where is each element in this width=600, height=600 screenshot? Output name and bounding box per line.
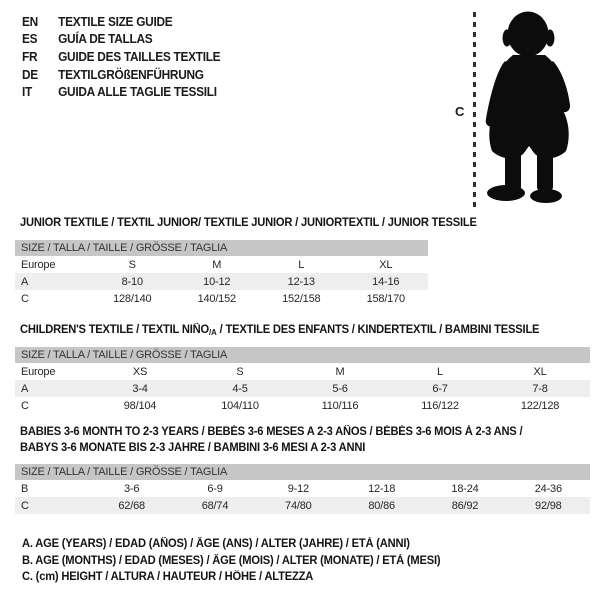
language-row-fr xyxy=(22,48,220,66)
table-row-age-years xyxy=(15,380,590,397)
language-label: GUÍA DE TALLAS xyxy=(58,32,153,47)
table-row-europe xyxy=(15,256,428,273)
height-dashed-line xyxy=(473,12,476,208)
cell: 8-10 xyxy=(90,273,175,290)
cell: 122/128 xyxy=(520,399,560,412)
cell: 5-6 xyxy=(290,380,390,397)
children-size-table xyxy=(15,347,590,414)
row-label: C xyxy=(21,292,29,305)
cell: XL xyxy=(379,258,393,271)
table-row-height xyxy=(15,397,590,414)
language-code: FR xyxy=(22,49,38,64)
row-label: C xyxy=(15,497,90,514)
language-label: GUIDA ALLE TAGLIE TESSILI xyxy=(58,85,217,100)
cell: 68/74 xyxy=(173,497,256,514)
row-label: B xyxy=(21,482,29,495)
cell: M xyxy=(335,365,345,378)
cell: 62/68 xyxy=(90,497,173,514)
language-code: EN xyxy=(22,14,38,29)
language-code: IT xyxy=(22,85,32,100)
cell: 3-6 xyxy=(124,482,140,495)
silhouette-leg-right xyxy=(537,149,553,192)
language-row-es xyxy=(22,31,220,49)
cell: 74/80 xyxy=(257,497,340,514)
cell: M xyxy=(212,258,222,271)
children-title-post: / TEXTILE DES ENFANTS / KINDERTEXTIL / BAMBINI TESSILE xyxy=(216,324,540,336)
language-code: DE xyxy=(22,67,38,82)
cell: XL xyxy=(533,365,547,378)
language-row-de xyxy=(22,66,220,84)
table-row-age-months xyxy=(15,480,590,497)
size-header-bar: SIZE / TALLA / TAILLE / GRÖSSE / TAGLIA xyxy=(15,464,590,480)
table-row-europe xyxy=(15,363,590,380)
cell: L xyxy=(437,365,443,378)
cell: 12-13 xyxy=(259,273,344,290)
row-label: C xyxy=(21,399,29,412)
silhouette-foot-left xyxy=(487,185,525,201)
height-measure-label: C xyxy=(455,104,465,119)
table-row-height xyxy=(15,497,590,514)
cell: 4-5 xyxy=(190,380,290,397)
junior-table-title: JUNIOR TEXTILE / TEXTIL JUNIOR/ TEXTILE JUNIOR / JUNIORTEXTIL / JUNIOR TESSILE xyxy=(20,217,477,229)
children-title-subscript: /A xyxy=(208,328,217,337)
silhouette-shorts xyxy=(489,107,568,158)
cell: 110/116 xyxy=(321,399,359,412)
language-row-en xyxy=(22,13,220,31)
cell: S xyxy=(128,258,136,271)
cell: L xyxy=(298,258,305,271)
silhouette-head xyxy=(508,12,549,57)
language-label: TEXTILE SIZE GUIDE xyxy=(58,14,173,29)
toddler-silhouette-icon xyxy=(483,9,575,207)
cell: S xyxy=(236,365,244,378)
cell: 104/110 xyxy=(221,399,259,412)
row-label: A xyxy=(15,380,90,397)
row-label: Europe xyxy=(21,258,56,271)
children-table-title xyxy=(20,323,539,341)
size-header-bar: SIZE / TALLA / TAILLE / GRÖSSE / TAGLIA xyxy=(15,347,590,363)
cell: 158/170 xyxy=(366,292,405,305)
cell: 7-8 xyxy=(490,380,590,397)
language-code: ES xyxy=(22,32,38,47)
cell: 18-24 xyxy=(451,482,479,495)
cell: 92/98 xyxy=(507,497,590,514)
cell: 98/104 xyxy=(123,399,157,412)
legend xyxy=(22,536,453,586)
cell: 6-7 xyxy=(390,380,490,397)
cell: 10-12 xyxy=(175,273,260,290)
language-list xyxy=(22,13,231,101)
legend-height: C. (cm) HEIGHT / ALTURA / HAUTEUR / HÖHE / ALTEZZA xyxy=(22,571,314,583)
size-header-bar: SIZE / TALLA / TAILLE / GRÖSSE / TAGLIA xyxy=(15,240,428,256)
silhouette-foot-right xyxy=(530,189,562,203)
table-row-height xyxy=(15,290,428,307)
cell: XS xyxy=(132,365,148,378)
row-label: Europe xyxy=(21,365,56,378)
cell: 24-36 xyxy=(534,482,562,495)
row-label: A xyxy=(15,273,90,290)
legend-age-months: B. AGE (MONTHS) / EDAD (MESES) / ÂGE (MOIS) / ALTER (MONATE) / ETÀ (MESI) xyxy=(22,554,441,567)
junior-size-table xyxy=(15,240,428,307)
language-label: GUIDE DES TAILLES TEXTILE xyxy=(58,49,221,64)
table-row-age-years xyxy=(15,273,428,290)
cell: 9-12 xyxy=(287,482,309,495)
babies-table-title: BABIES 3-6 MONTH TO 2-3 YEARS / BEBÉS 3-6 MESES A 2-3 AÑOS / BÉBÉS 3-6 MOIS À 2-3 ANS / BABYS 3-6 MONATE BIS 2-3 JAHRE / BAMBINI 3-6 MESI A 2-3 ANNI xyxy=(20,426,523,454)
language-label: TEXTILGRÖßENFÜHRUNG xyxy=(58,67,204,82)
cell: 14-16 xyxy=(344,273,429,290)
cell: 116/122 xyxy=(421,399,459,412)
cell: 128/140 xyxy=(113,292,152,305)
cell: 86/92 xyxy=(423,497,506,514)
babies-size-table xyxy=(15,464,590,514)
cell: 3-4 xyxy=(90,380,190,397)
cell: 152/158 xyxy=(282,292,321,305)
cell: 80/86 xyxy=(340,497,423,514)
language-row-it xyxy=(22,83,220,101)
legend-age-years: A. AGE (YEARS) / EDAD (AÑOS) / ÂGE (ANS) / ALTER (JAHRE) / ETÀ (ANNI) xyxy=(22,538,410,550)
cell: 6-9 xyxy=(207,482,223,495)
cell: 12-18 xyxy=(368,482,396,495)
cell: 140/152 xyxy=(197,292,236,305)
children-title-pre: CHILDREN'S TEXTILE / TEXTIL NIÑO xyxy=(20,324,209,336)
